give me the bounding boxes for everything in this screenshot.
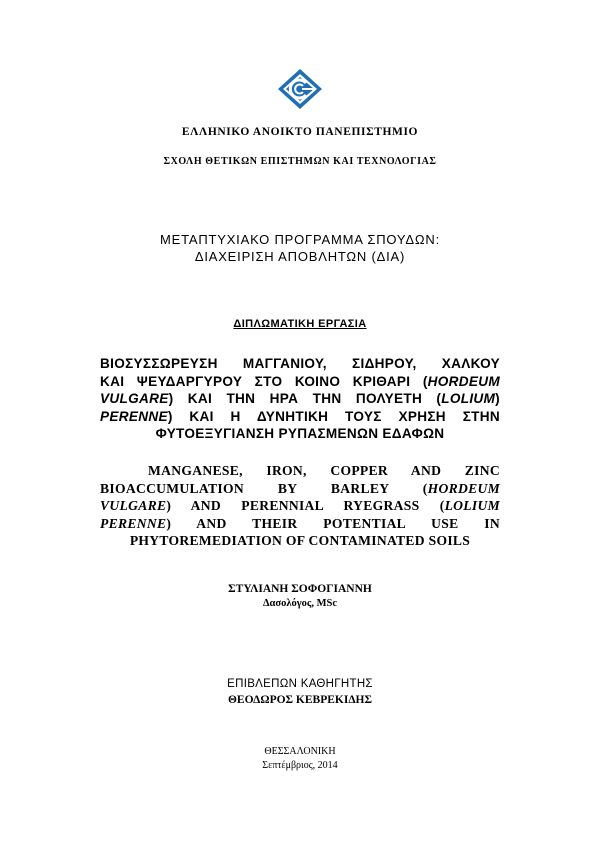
date: Σεπτέμβριος, 2014 [262,760,338,771]
university-emblem-icon [277,68,323,110]
thesis-title-english [100,462,500,550]
university-name: ΕΛΛΗΝΙΚΟ ΑΝΟΙΚΤΟ ΠΑΝΕΠΙΣΤΗΜΙΟ [181,126,419,138]
program-title-line-1: ΜΕΤΑΠΤΥΧΙΑΚΟ ΠΡΟΓΡΑΜΜΑ ΣΠΟΥΔΩΝ: [159,232,441,247]
title-greek-line-4: PERENNE) ΚΑΙ Η ΔΥΝΗΤΙΚΗ ΤΟΥΣ ΧΡΗΣΗ ΣΤΗΝ [100,408,500,424]
thesis-type-heading: ΔΙΠΛΩΜΑΤΙΚΗ ΕΡΓΑΣΙΑ [233,318,367,330]
city: ΘΕΣΣΑΛΟΝΙΚΗ [264,746,336,757]
author-name: ΣΤΥΛΙΑΝΗ ΣΟΦΟΓΙΑΝΝΗ [228,583,372,595]
title-greek-line-1: ΒΙΟΣΥΣΣΩΡΕΥΣΗ ΜΑΓΓΑΝΙΟΥ, ΣΙΔΗΡΟΥ, ΧΑΛΚΟΥ [100,356,500,371]
supervisor-name: ΘΕΟΔΩΡΟΣ ΚΕΒΡΕΚΙΔΗΣ [227,694,373,706]
title-greek-line-2: ΚΑΙ ΨΕΥΔΑΡΓΥΡΟΥ ΣΤΟ ΚΟΙΝΟ ΚΡΙΘΑΡΙ (HORDEUM [100,373,500,389]
title-english-line-1: MANGANESE, IRON, COPPER AND ZINC [148,463,500,478]
title-greek-line-5: ΦΥΤΟΕΞΥΓΙΑΝΣΗ ΡΥΠΑΣΜΕΝΩΝ ΕΔΑΦΩΝ [155,426,445,441]
title-english-line-5: PHYTOREMEDIATION OF CONTAMINATED SOILS [129,533,471,548]
title-english-line-3: VULGARE) AND PERENNIAL RYEGRASS (LOLIUM [100,498,500,513]
title-english-line-2: BIOACCUMULATION BY BARLEY (HORDEUM [100,480,500,496]
thesis-title-greek [100,355,500,443]
program-title-line-2: ΔΙΑΧΕΙΡΙΣΗ ΑΠΟΒΛΗΤΩΝ (ΔΙΑ) [194,249,406,264]
title-greek-line-3: VULGARE) ΚΑΙ ΤΗΝ ΗΡΑ ΤΗΝ ΠΟΛΥΕΤΗ (LOLIUM) [100,391,500,406]
supervisor-label: ΕΠΙΒΛΕΠΩΝ ΚΑΘΗΓΗΤΗΣ [227,678,373,690]
school-name: ΣΧΟΛΗ ΘΕΤΙΚΩΝ ΕΠΙΣΤΗΜΩΝ ΚΑΙ ΤΕΧΝΟΛΟΓΙΑΣ [163,156,437,167]
author-role: Δασολόγος, MSc [262,598,338,609]
title-english-line-4: PERENNE) AND THEIR POTENTIAL USE IN [100,515,500,531]
